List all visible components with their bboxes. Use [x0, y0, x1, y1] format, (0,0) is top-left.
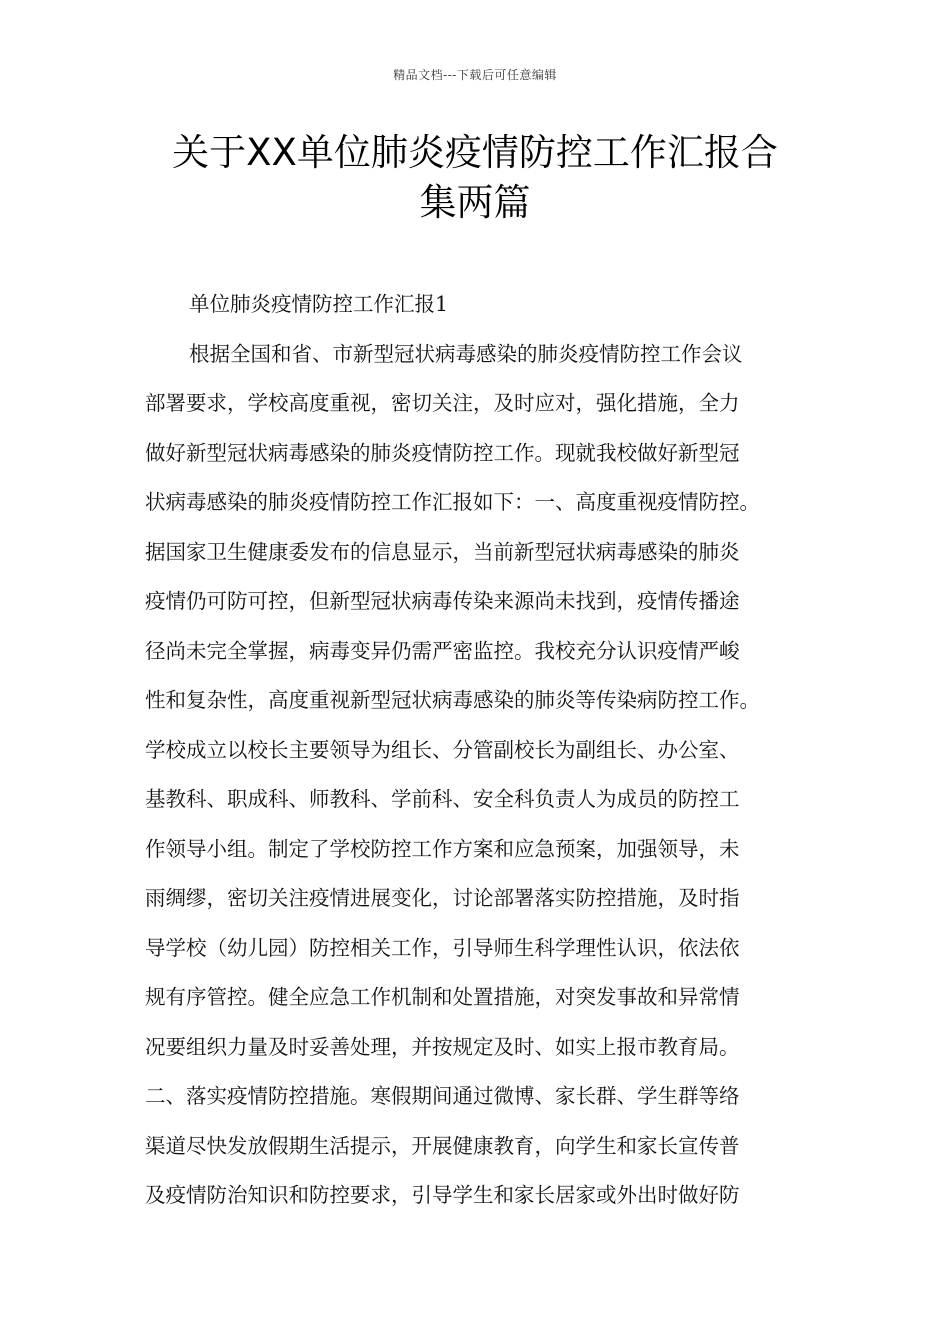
section-heading: 单位肺炎疫情防控工作汇报1	[189, 292, 449, 316]
paragraph-line: 状病毒感染的肺炎疫情防控工作汇报如下：一、高度重视疫情防控。	[145, 490, 760, 514]
paragraph-line: 雨绸缪，密切关注疫情进展变化，讨论部署落实防控措施，及时指	[145, 886, 740, 910]
title-line: 关于XX单位肺炎疫情防控工作汇报合	[172, 131, 778, 174]
paragraph-line: 规有序管控。健全应急工作机制和处置措施，对突发事故和异常情	[145, 985, 740, 1009]
document-body	[145, 280, 825, 1221]
paragraph-line: 及疫情防治知识和防控要求，引导学生和家长居家或外出时做好防	[145, 1183, 740, 1207]
paragraph-line: 学校成立以校长主要领导为组长、分管副校长为副组长、办公室、	[145, 737, 740, 762]
paragraph-line: 做好新型冠状病毒感染的肺炎疫情防控工作。现就我校做好新型冠	[145, 440, 740, 465]
header-note: 精品文档---下载后可任意编辑	[393, 68, 557, 82]
paragraph-line: 部署要求，学校高度重视，密切关注，及时应对，强化措施，全力	[145, 391, 740, 415]
paragraph-line: 导学校（幼儿园）防控相关工作，引导师生科学理性认识，依法依	[145, 935, 740, 960]
paragraph-line: 作领导小组。制定了学校防控工作方案和应急预案，加强领导，未	[145, 836, 740, 861]
paragraph-line: 二、落实疫情防控措施。寒假期间通过微博、家长群、学生群等络	[145, 1084, 740, 1108]
paragraph-line: 疫情仍可防可控，但新型冠状病毒传染来源尚未找到，疫情传播途	[145, 589, 740, 613]
paragraph-line: 况要组织力量及时妥善处理，并按规定及时、如实上报市教育局。	[145, 1034, 740, 1059]
paragraph-line: 渠道尽快发放假期生活提示，开展健康教育，向学生和家长宣传普	[145, 1133, 740, 1158]
paragraph-line: 据国家卫生健康委发布的信息显示，当前新型冠状病毒感染的肺炎	[145, 539, 740, 564]
title-line: 集两篇	[419, 181, 531, 224]
paragraph-line: 基教科、职成科、师教科、学前科、安全科负责人为成员的防控工	[145, 787, 740, 811]
paragraph-line: 性和复杂性，高度重视新型冠状病毒感染的肺炎等传染病防控工作。	[145, 688, 760, 712]
paragraph-line: 径尚未完全掌握，病毒变异仍需严密监控。我校充分认识疫情严峻	[145, 638, 740, 663]
paragraph-line: 根据全国和省、市新型冠状病毒感染的肺炎疫情防控工作会议	[189, 341, 743, 366]
document-title	[120, 128, 830, 228]
